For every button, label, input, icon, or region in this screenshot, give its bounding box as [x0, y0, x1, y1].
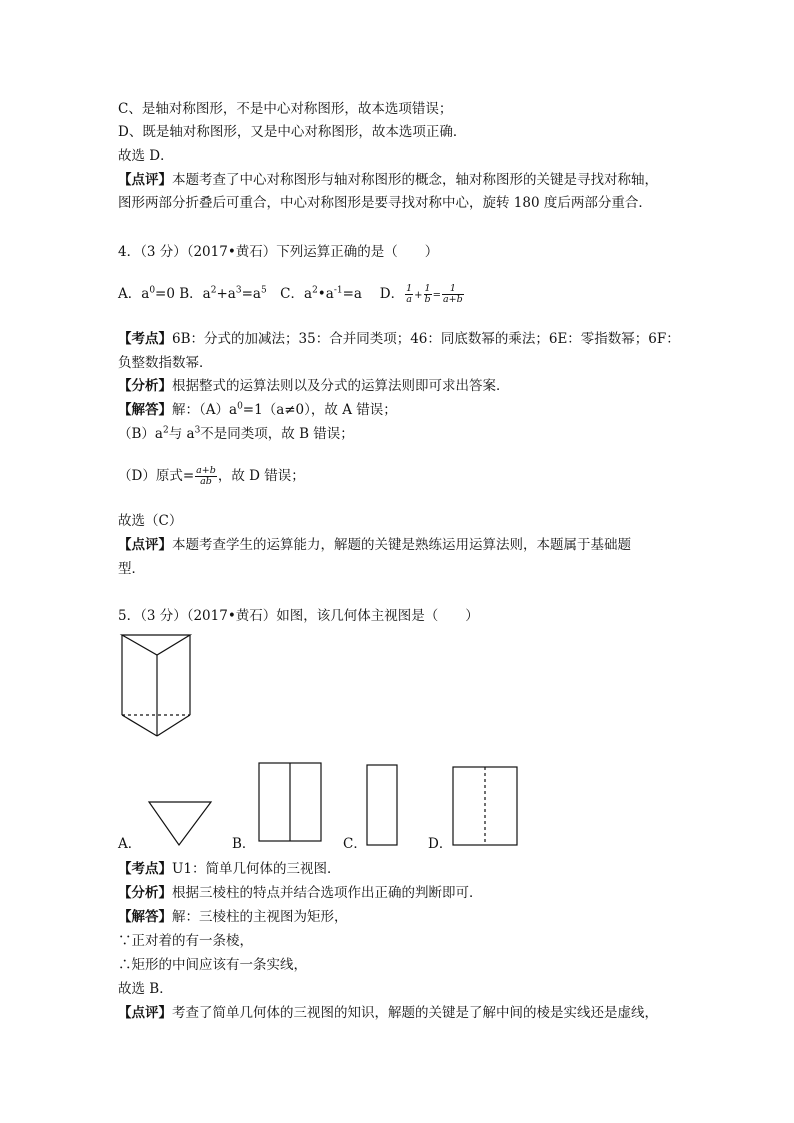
q4-review-cont: 型． — [118, 561, 145, 577]
q5-option-b-label: B． — [232, 836, 256, 852]
fraction-a-plus-b-over-ab: $\frac{a+b}{ab}$ — [196, 465, 216, 487]
triangular-prism-figure — [120, 633, 192, 739]
q5-option-a-label: A． — [118, 836, 142, 852]
q4-options: A．$a^0=0$ B．$a^2+a^3=a^5$ C．$a^2•a^{-1}=a$ D． $\frac{1}{a}$ + $\frac{1}{b}$ = $\frac{1}{a+b}$ — [118, 283, 463, 305]
q5-fenxi: 【分析】根据三棱柱的特点并结合选项作出正确的判断即可． — [118, 885, 483, 901]
q5-kaodian: 【考点】U1：简单几何体的三视图． — [118, 861, 341, 877]
q5-jieda-1: 【解答】解：三棱柱的主视图为矩形， — [118, 909, 348, 925]
q4-jieda-2: $(B)a^2$与 $a^3$不是同类项，故 B 错误； — [118, 425, 354, 442]
review-tag: 【点评】 — [118, 172, 172, 188]
fraction-1-over-b: $\frac{1}{b}$ — [424, 283, 431, 305]
q5-option-c-narrow-rectangle — [366, 764, 398, 846]
q5-stem: 5．（3 分）（2017•黄石）如图，该几何体主视图是（ ） — [118, 608, 479, 624]
q5-review: 【点评】考查了简单几何体的三视图的知识，解题的关键是了解中间的棱是实线还是虚线， — [118, 1005, 658, 1021]
q5-option-a-inverted-triangle — [147, 800, 213, 848]
q4-kaodian-cont: 负整数指数幂． — [118, 355, 213, 371]
fraction-1-over-a: $\frac{1}{a}$ — [406, 283, 413, 305]
q3-option-c-analysis: C、是轴对称图形，不是中心对称图形，故本选项错误； — [118, 101, 453, 117]
q4-jieda-1: 【解答】解：$(A)a^0=1(a\ne 0)$，故 A 错误； — [118, 401, 397, 418]
q5-option-d-rectangle-dashed-line — [452, 766, 518, 846]
q4-review: 【点评】本题考查学生的运算能力，解题的关键是熟练运用运算法则，本题属于基础题 — [118, 537, 631, 553]
q3-answer: 故选 D． — [118, 148, 174, 164]
q5-option-d-label: D． — [428, 836, 453, 852]
fraction-1-over-a-plus-b: $\frac{1}{a+b}$ — [443, 283, 463, 305]
q4-answer: 故选（C） — [118, 513, 183, 529]
q4-fenxi: 【分析】根据整式的运算法则以及分式的运算法则即可求出答案． — [118, 378, 510, 394]
q5-answer: 故选 B． — [118, 981, 173, 997]
q4-jieda-3: （D）原式= $\frac{a+b}{ab}$ ，故 D 错误； — [118, 465, 305, 487]
q5-option-b-rectangle-solid-line — [258, 762, 322, 842]
q4-kaodian: 【考点】6B：分式的加减法；35：合并同类项；46：同底数幂的乘法；6E：零指数幂；6F： — [118, 331, 680, 347]
q4-stem: 4．（3 分）（2017•黄石）下列运算正确的是（ ） — [118, 244, 439, 260]
q3-review-cont: 图形两部分折叠后可重合，中心对称图形是要寻找对称中心，旋转 180 度后两部分重合． — [118, 195, 652, 211]
q3-review: 【点评】本题考查了中心对称图形与轴对称图形的概念，轴对称图形的关键是寻找对称轴， — [118, 172, 658, 188]
q3-option-d-analysis: D、既是轴对称图形，又是中心对称图形，故本选项正确． — [118, 124, 467, 140]
q5-jieda-2: ∵正对着的有一条棱， — [118, 933, 253, 949]
q5-jieda-3: ∴矩形的中间应该有一条实线， — [118, 957, 307, 973]
q5-option-c-label: C． — [343, 836, 367, 852]
